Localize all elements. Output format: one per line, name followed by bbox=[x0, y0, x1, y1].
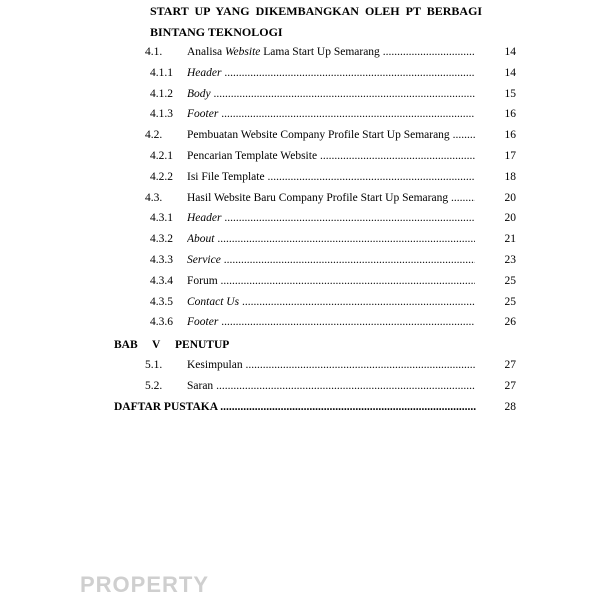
bab-roman: V bbox=[152, 339, 161, 351]
toc-entry[interactable] bbox=[145, 378, 516, 394]
toc-entry-page: 15 bbox=[504, 87, 516, 100]
toc-entry-title bbox=[187, 273, 475, 289]
toc-entry-title-part: Header bbox=[187, 212, 222, 225]
toc-entry-page: 20 bbox=[504, 212, 516, 225]
toc-entry-number: 4.3.4 bbox=[150, 274, 173, 287]
toc-entry-title-part: Service bbox=[187, 254, 221, 266]
toc-entry[interactable] bbox=[150, 148, 516, 164]
toc-entry-number: 4.3.2 bbox=[150, 233, 173, 246]
toc-entry[interactable] bbox=[150, 86, 516, 102]
toc-entry[interactable] bbox=[150, 231, 516, 247]
toc-entry-number: 4.2. bbox=[145, 129, 163, 142]
toc-entry-page: 21 bbox=[504, 233, 516, 246]
bab-keyword: BAB bbox=[114, 339, 138, 351]
toc-entry[interactable] bbox=[150, 106, 516, 122]
toc-entry-page: 26 bbox=[504, 316, 516, 329]
toc-entry-title-part: Isi File Template bbox=[187, 170, 265, 183]
toc-entry-title bbox=[187, 44, 475, 60]
toc-entry-page: 27 bbox=[504, 359, 516, 371]
toc-entry-title-part: Kesimpulan bbox=[187, 359, 243, 371]
toc-entry-title bbox=[187, 148, 475, 164]
toc-entry-page: 16 bbox=[504, 108, 516, 121]
toc-entry-title-part: Body bbox=[187, 87, 211, 100]
toc-entry-page: 18 bbox=[504, 170, 516, 183]
toc-entry-page: 28 bbox=[504, 401, 516, 413]
toc-entry-page: 20 bbox=[504, 191, 516, 204]
toc-entry-title bbox=[187, 127, 475, 143]
toc-entry-number: 5.2. bbox=[145, 379, 163, 392]
toc-entry-number: 4.1.3 bbox=[150, 108, 173, 121]
toc-entry-number: 4.1.1 bbox=[150, 66, 173, 79]
toc-entry-page: 16 bbox=[504, 129, 516, 142]
toc-entry[interactable] bbox=[150, 294, 516, 310]
toc-entry-title bbox=[187, 210, 475, 226]
toc-entry[interactable] bbox=[145, 357, 516, 373]
toc-entry-title bbox=[187, 106, 475, 122]
toc-entry[interactable] bbox=[150, 252, 516, 268]
toc-entry-title bbox=[187, 378, 475, 394]
toc-entry-title bbox=[187, 169, 475, 185]
toc-entry[interactable] bbox=[150, 65, 516, 81]
toc-entry-number: 4.3.1 bbox=[150, 212, 173, 225]
toc-entry[interactable] bbox=[150, 314, 516, 330]
toc-entry-daftar-pustaka[interactable] bbox=[114, 399, 516, 415]
toc-entry-title-part: Pencarian Template Website bbox=[187, 150, 318, 162]
toc-entry-number: 4.3.6 bbox=[150, 316, 173, 329]
toc-entry[interactable] bbox=[145, 127, 516, 143]
chapter-heading-line-2: BINTANG TEKNOLOGI bbox=[150, 25, 283, 39]
toc-entry-title bbox=[187, 294, 475, 310]
toc-entry-title-part: Pembuatan Website Company Profile Start Up Semarang bbox=[187, 129, 450, 142]
toc-entry-title-part: Website bbox=[225, 46, 261, 58]
toc-entry-number: 5.1. bbox=[145, 359, 163, 371]
toc-entry[interactable] bbox=[150, 169, 516, 185]
toc-entry-title-part: Footer bbox=[187, 108, 219, 121]
toc-entry-title bbox=[187, 357, 475, 373]
toc-entry-number: 4.2.2 bbox=[150, 170, 173, 183]
toc-entry-title-part: Forum bbox=[187, 274, 218, 287]
bab-title: PENUTUP bbox=[175, 339, 230, 351]
chapter-heading-line-1: START UP YANG DIKEMBANGKAN OLEH PT BERBAGI bbox=[150, 4, 483, 18]
toc-entry-title-part: Header bbox=[187, 66, 222, 79]
toc-entry-title-part: Hasil Website Baru Company Profile Start Up Semarang bbox=[187, 191, 449, 204]
toc-entry-number: 4.1. bbox=[145, 46, 163, 58]
toc-entry[interactable] bbox=[145, 44, 516, 60]
bab-heading bbox=[114, 337, 229, 353]
toc-entry-title bbox=[187, 252, 475, 268]
toc-entry-page: 14 bbox=[504, 46, 516, 58]
toc-entry-number: 4.3. bbox=[145, 191, 163, 204]
toc-entry-title-part: Contact Us bbox=[187, 295, 240, 308]
toc-entry-title-part: Saran bbox=[187, 379, 214, 392]
toc-entry-title bbox=[187, 65, 475, 81]
toc-entry-page: 14 bbox=[504, 66, 516, 79]
toc-entry-title-part: Footer bbox=[187, 316, 219, 329]
toc-entry-page: 25 bbox=[504, 295, 516, 308]
property-watermark: PROPERTY bbox=[80, 572, 210, 597]
toc-entry-title-part: About bbox=[187, 233, 215, 246]
toc-entry[interactable] bbox=[150, 273, 516, 289]
toc-entry-title bbox=[187, 314, 475, 330]
toc-entry-title bbox=[187, 86, 475, 102]
toc-entry-page: 23 bbox=[504, 254, 516, 266]
toc-entry-number: 4.2.1 bbox=[150, 150, 173, 162]
toc-entry-page: 17 bbox=[504, 150, 516, 162]
toc-entry-title-part: Analisa bbox=[187, 46, 226, 58]
toc-entry-number: 4.3.5 bbox=[150, 295, 173, 308]
toc-entry[interactable] bbox=[145, 190, 516, 206]
toc-entry-number: 4.1.2 bbox=[150, 87, 173, 100]
toc-entry-title bbox=[187, 231, 475, 247]
toc-entry-page: 27 bbox=[504, 379, 516, 392]
toc-entry-title bbox=[187, 190, 475, 206]
toc-entry[interactable] bbox=[150, 210, 516, 226]
toc-entry-page: 25 bbox=[504, 274, 516, 287]
toc-entry-number: 4.3.3 bbox=[150, 254, 173, 266]
toc-entry-title-part: Lama Start Up Semarang bbox=[260, 46, 380, 58]
toc-entry-title: DAFTAR PUSTAKA ..... bbox=[114, 399, 476, 415]
